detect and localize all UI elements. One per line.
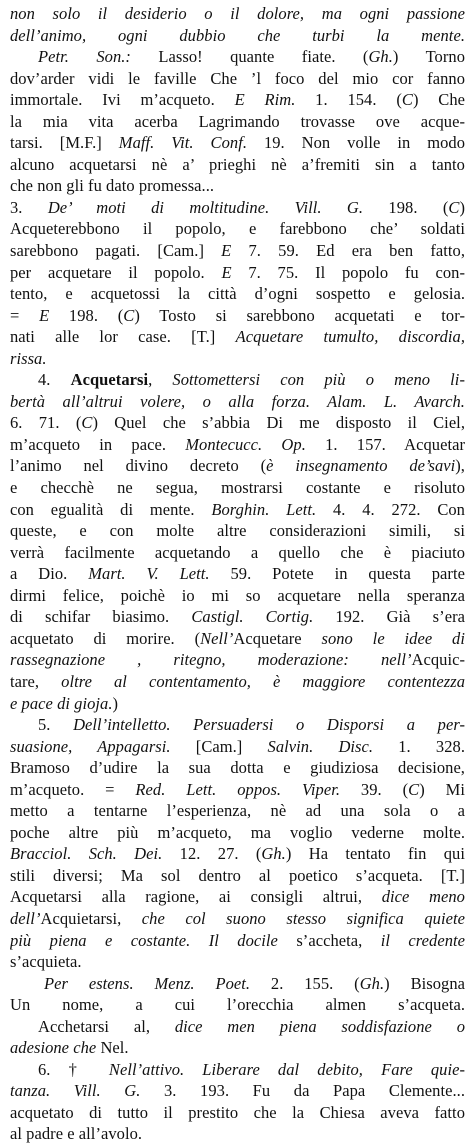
text-span: per acquetare il popolo.	[10, 262, 222, 282]
italic-text: dice men piena soddisfazione o	[174, 1016, 465, 1036]
italic-text: rassegnazione , ritegno, moderazione: nell’	[10, 650, 412, 670]
text-line	[10, 1080, 465, 1102]
italic-text: sono le idee di	[321, 628, 465, 648]
text-line	[10, 305, 465, 327]
text-line	[10, 499, 465, 521]
italic-text: più piena e costante. Il docile	[10, 930, 278, 950]
text-line	[10, 391, 465, 413]
text-span: 4. 4. 272. Con	[316, 499, 465, 519]
italic-text: adesione che	[10, 1038, 97, 1058]
text-line	[10, 154, 465, 176]
text-line	[10, 89, 465, 111]
text-line	[10, 908, 465, 930]
text-span: 19. Non volle in modo	[247, 133, 465, 153]
text-span: sarebbono pagati. [Cam.]	[10, 241, 222, 261]
italic-text: Red. Lett. oppos. Viper.	[135, 779, 341, 799]
text-span: tarsi. [M.F.]	[10, 133, 119, 153]
text-span: con egualità di mente.	[10, 499, 212, 519]
italic-text: Castigl. Cortig.	[191, 607, 314, 627]
text-line	[10, 283, 465, 305]
italic-text: suasione, Appagarsi.	[10, 736, 171, 756]
text-line	[10, 25, 465, 47]
text-line	[10, 779, 465, 801]
italic-text: Maff. Vit. Conf.	[118, 133, 248, 153]
text-line	[10, 218, 465, 240]
text-span: 198. (	[49, 305, 124, 325]
italic-text: è insegnamento de’savi	[266, 456, 456, 476]
text-line	[10, 865, 465, 887]
text-span: ) Mi	[419, 779, 465, 799]
text-span: s’accheta,	[277, 930, 381, 950]
text-line	[10, 649, 465, 671]
dictionary-entry-body	[10, 3, 465, 1145]
italic-text: Acquetare tumulto, discordia,	[235, 327, 465, 347]
text-line	[10, 951, 465, 973]
text-span: ) Ha tentato fin qui	[285, 844, 465, 864]
text-span: alcuno acquetarsi nè a’ prieghi nè a’fremiti sin a tanto	[10, 154, 465, 174]
text-line	[10, 520, 465, 542]
text-span: ) Quel che s’abbia Di me disposto il Ciel,	[92, 413, 465, 433]
text-line	[10, 563, 465, 585]
text-line	[10, 369, 465, 391]
italic-text: dell’	[10, 908, 41, 928]
text-span: Acqueterebbono il popolo, e farebbono che’ soldati	[10, 219, 465, 239]
text-span: nati alle lor case. [T.]	[10, 327, 236, 347]
text-line	[10, 262, 465, 284]
italic-text: De’ moti di moltitudine. Vill. G.	[47, 197, 364, 217]
text-line	[10, 1102, 465, 1124]
text-span: 5.	[38, 715, 74, 735]
italic-text: Gh.	[368, 47, 393, 67]
text-line	[10, 175, 465, 197]
text-span: =	[10, 305, 40, 325]
text-line	[10, 326, 465, 348]
text-span: che non gli fu dato promessa...	[10, 176, 215, 196]
text-span: 59. Potete in questa parte	[209, 564, 465, 584]
text-span: acquetato di tutto il prestito che la Chiesa aveva fatto	[10, 1102, 465, 1122]
text-span: tare,	[10, 671, 62, 691]
text-span: 1. 154. (	[295, 90, 402, 110]
text-span: m’acqueto in pace.	[10, 434, 186, 454]
text-line	[10, 132, 465, 154]
text-span: ) Tosto si sarebbono acquetati e tor-	[134, 305, 465, 325]
text-span: tento, e acquetossi la città d’ogni sospetto e gelosia.	[10, 284, 465, 304]
text-span: [Cam.]	[170, 736, 268, 756]
text-line	[10, 930, 465, 952]
italic-text: Dell’intelletto. Persuadersi o Disporsi a per-	[73, 715, 465, 735]
text-span: Un nome, a cui l’orecchia almen s’acqueta.	[10, 995, 465, 1015]
italic-text: C	[401, 90, 413, 110]
text-span: ) Torno	[392, 47, 465, 67]
text-span: poche altre più m’acqueto, ma voglio vederne molte.	[10, 822, 465, 842]
italic-text: Bracciol. Sch. Dei.	[10, 844, 163, 864]
italic-text: Sottomettersi con più o meno li-	[172, 370, 465, 390]
text-span: 6. 71. (	[10, 413, 82, 433]
italic-text: C	[408, 779, 420, 799]
text-span: Acquetarsi alla ragione, ai consigli altrui,	[10, 887, 382, 907]
text-line	[10, 671, 465, 693]
text-span: al padre e all’avolo.	[10, 1124, 143, 1144]
text-span: )	[112, 693, 119, 713]
text-span: stili diversi; Ma sol dentro al poetico s’acqueta. [T.]	[10, 865, 465, 885]
text-line	[10, 197, 465, 219]
text-span: 198. (	[363, 197, 449, 217]
text-span: ) Bisogna	[384, 973, 465, 993]
text-line	[10, 477, 465, 499]
text-line	[10, 348, 465, 370]
italic-text: Gh.	[359, 973, 385, 993]
text-span: 4.	[38, 370, 71, 390]
text-span: Acquetare	[233, 628, 322, 648]
italic-text: C	[448, 197, 460, 217]
text-span: 7. 59. Ed era ben fatto,	[231, 241, 465, 261]
italic-text: C	[81, 413, 93, 433]
italic-text: Petr. Son.:	[38, 47, 131, 67]
italic-text: Salvin. Disc.	[267, 736, 374, 756]
text-line	[10, 240, 465, 262]
italic-text: bertà all’altrui volere, o alla forza. Alam. L. Avarch.	[10, 391, 465, 411]
italic-text: non solo il desiderio o il dolore, ma ogni passione	[10, 4, 465, 23]
text-line	[10, 822, 465, 844]
text-span: 3.	[10, 197, 48, 217]
text-span: metto a tentarne l’esperienza, nè ad una sola o a	[10, 801, 465, 821]
italic-text: E	[221, 241, 232, 261]
text-span: e checchè ne segua, mostrarsi costante e risoluto	[10, 478, 465, 498]
text-span: m’acqueto. =	[10, 779, 136, 799]
text-span: Nel.	[96, 1038, 129, 1058]
text-span: Acchetarsi al,	[38, 1016, 175, 1036]
text-line	[10, 843, 465, 865]
text-span: )	[459, 197, 465, 217]
italic-text: dell’animo, ogni dubbio che turbi la mente.	[10, 25, 465, 45]
text-line	[10, 434, 465, 456]
text-span: 7. 75. Il popolo fu con-	[231, 262, 465, 282]
italic-text: E	[221, 262, 232, 282]
italic-text: Per estens. Menz. Poet.	[44, 973, 251, 993]
text-line	[10, 3, 465, 25]
italic-text: il credente	[380, 930, 465, 950]
text-span: acquetato di morire. (	[10, 628, 201, 648]
text-span: Lasso! quante fiate. (	[130, 47, 369, 67]
text-line	[10, 1059, 465, 1081]
text-line	[10, 1016, 465, 1038]
text-span: Acquietarsi,	[40, 908, 142, 928]
italic-text: E	[39, 305, 50, 325]
text-span: verrà facilmente acquetando a quello che è piaciuto	[10, 542, 465, 562]
text-line	[10, 886, 465, 908]
italic-text: Nell’	[200, 628, 234, 648]
text-span: ,	[148, 370, 173, 390]
text-span: 1. 157. Acquetar	[305, 434, 465, 454]
italic-text: Mart. V. Lett.	[88, 564, 210, 584]
text-span: Acquic-	[411, 650, 465, 670]
text-line	[10, 757, 465, 779]
text-span: 3. 193. Fu da Papa Clemente...	[140, 1081, 465, 1101]
text-span: 2. 155. (	[250, 973, 360, 993]
text-line	[10, 973, 465, 995]
text-span: 192. Già s’era	[313, 607, 465, 627]
text-line	[10, 68, 465, 90]
text-line	[10, 736, 465, 758]
text-line	[10, 994, 465, 1016]
text-span: l’animo nel divino decreto (	[10, 456, 267, 476]
italic-text: che col suono stesso significa quiete	[141, 908, 465, 928]
text-span: di schifar biasimo.	[10, 607, 192, 627]
text-line	[10, 693, 465, 715]
text-line	[10, 585, 465, 607]
text-line	[10, 1123, 465, 1145]
italic-text: Gh.	[261, 844, 286, 864]
text-line	[10, 46, 465, 68]
text-span: dov’arder vidi le faville Che ’l foco del mio cor fanno	[10, 68, 465, 88]
text-line	[10, 1037, 465, 1059]
text-span: dirmi felice, poichè io mi so acquetare nella speranza	[10, 585, 465, 605]
italic-text: e pace di gioja.	[10, 693, 113, 713]
text-line	[10, 542, 465, 564]
italic-text: dice meno	[381, 887, 465, 907]
text-span: 1. 328.	[373, 736, 465, 756]
entry-headword: Acquetarsi	[70, 370, 149, 390]
italic-text: rissa.	[10, 348, 47, 368]
text-line	[10, 800, 465, 822]
text-span: s’acquieta.	[10, 952, 82, 972]
text-line	[10, 714, 465, 736]
text-span: 6. †	[38, 1059, 109, 1079]
text-span: ) Che	[412, 90, 465, 110]
text-span: a Dio.	[10, 564, 89, 584]
text-line	[10, 628, 465, 650]
text-span: 39. (	[340, 779, 409, 799]
italic-text: Montecucc. Op.	[185, 434, 306, 454]
text-line	[10, 412, 465, 434]
text-span: Bramoso d’udire la sua dotta e giudiziosa decisione,	[10, 758, 465, 778]
text-line	[10, 111, 465, 133]
text-line	[10, 606, 465, 628]
text-span: ),	[455, 456, 465, 476]
italic-text: Nell’attivo. Liberare dal debito, Fare quie-	[108, 1059, 465, 1079]
text-span: 12. 27. (	[162, 844, 262, 864]
text-span: queste, e con molte altre considerazioni simili, si	[10, 521, 465, 541]
italic-text: tanza. Vill. G.	[10, 1081, 141, 1101]
text-span: la mia vita acerba Lagrimando trovasse ove acque-	[10, 111, 465, 131]
italic-text: oltre al contentamento, è maggiore contentezza	[61, 671, 465, 691]
text-line	[10, 455, 465, 477]
text-span: immortale. Ivi m’acqueto.	[10, 90, 235, 110]
italic-text: E Rim.	[234, 90, 296, 110]
italic-text: Borghin. Lett.	[211, 499, 317, 519]
italic-text: C	[123, 305, 135, 325]
